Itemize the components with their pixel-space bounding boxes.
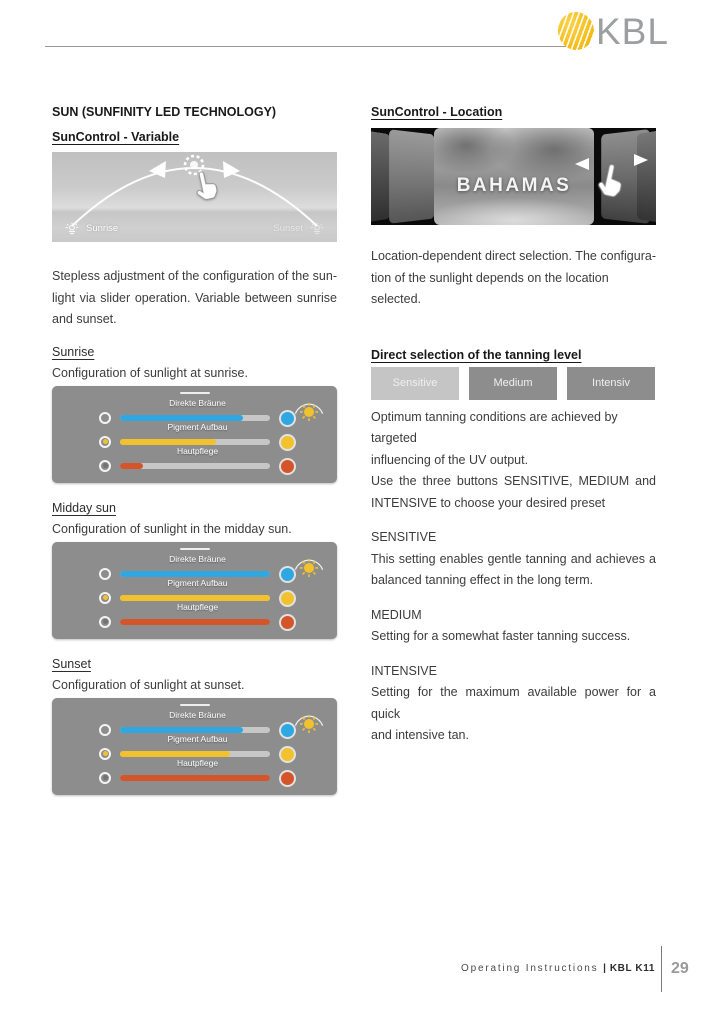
panel-drag-handle[interactable]	[180, 704, 210, 706]
panel-drag-handle[interactable]	[180, 548, 210, 550]
slider-left-dot	[99, 772, 111, 784]
section-title: SUN (SUNFINITY LED TECHNOLOGY)	[52, 105, 277, 119]
carousel-card	[371, 129, 390, 223]
slider-label: Hautpflege	[176, 757, 219, 768]
heading-sunrise: Sunrise	[52, 344, 95, 359]
sunset-label: Sunset	[273, 223, 303, 234]
paragraph-line: INTENSIVE to choose your desired preset	[371, 495, 606, 510]
slider-track[interactable]	[120, 727, 270, 733]
footer-text	[461, 963, 655, 974]
carousel-arrow-right-icon	[633, 153, 649, 167]
caption-sunset: Configuration of sunlight at sunset.	[52, 677, 245, 692]
paragraph-line: Location-dependent direct selection. The configura-	[371, 249, 656, 263]
gesture-hand-icon	[187, 165, 230, 208]
caption-sunrise: Configuration of sunlight at sunrise.	[52, 365, 248, 380]
slider-right-dot	[281, 772, 294, 785]
paragraph-line: Setting for a somewhat faster tanning success.	[371, 629, 631, 643]
sunrise-icon	[64, 222, 80, 235]
subsection-title-location: SunControl - Location	[371, 105, 503, 119]
carousel-arrow-left-icon	[574, 157, 590, 171]
slider-right-dot	[281, 460, 294, 473]
level-name: MEDIUM	[371, 607, 422, 622]
slider-label: Pigment Aufbau	[167, 733, 228, 744]
paragraph-line: Setting for the maximum available power for a quick	[371, 685, 656, 721]
paragraph-line: balanced tanning effect in the long term.	[371, 573, 594, 587]
slider-panel-sunrise	[52, 386, 337, 483]
slider-track[interactable]	[120, 595, 270, 601]
paragraph-line: influencing of the UV output.	[371, 452, 529, 467]
left-column	[52, 104, 337, 795]
header-rule	[45, 46, 578, 47]
gesture-hand-icon	[589, 158, 636, 205]
tanning-level-buttons	[371, 367, 656, 400]
slider-panel-sunset	[52, 698, 337, 795]
sunset-icon	[309, 222, 325, 235]
carousel-card	[637, 130, 656, 224]
level-sensitive-block	[371, 527, 656, 592]
slider-track[interactable]	[120, 619, 270, 625]
page-number: 29	[671, 960, 689, 977]
slider-label: Pigment Aufbau	[167, 577, 228, 588]
variable-intro-paragraph	[52, 266, 337, 331]
level-name: INTENSIVE	[371, 663, 437, 678]
paragraph-line: and sunset.	[52, 312, 117, 326]
right-column	[371, 104, 656, 747]
slider-track[interactable]	[120, 751, 270, 757]
slider-label: Direkte Bräune	[169, 709, 226, 720]
level-name: SENSITIVE	[371, 530, 437, 544]
slider-left-dot	[99, 616, 111, 628]
carousel-card	[389, 129, 434, 224]
suncontrol-location-illustration[interactable]	[371, 128, 656, 225]
slider-track[interactable]	[120, 415, 270, 421]
caption-midday-sun: Configuration of sunlight in the midday sun.	[52, 521, 292, 536]
subsection-title-variable: SunControl - Variable	[52, 130, 180, 144]
paragraph-line: Optimum tanning conditions are achieved by targeted	[371, 409, 618, 445]
footer-product-label: | KBL K11	[603, 963, 655, 974]
panel-drag-handle[interactable]	[180, 392, 210, 394]
slider-left-dot	[99, 460, 111, 472]
location-paragraph	[371, 246, 656, 311]
intensiv-button[interactable]: Intensiv	[567, 367, 655, 400]
paragraph-line: This setting enables gentle tanning and achieves a	[371, 551, 656, 566]
footer-divider	[661, 946, 662, 992]
paragraph-line: Stepless adjustment of the configuration of the sun-	[52, 269, 337, 283]
slider-label: Direkte Bräune	[169, 397, 226, 408]
slider-right-dot	[281, 616, 294, 629]
sensitive-button[interactable]: Sensitive	[371, 367, 459, 400]
sunrise-label: Sunrise	[86, 223, 119, 234]
paragraph-line: tion of the sunlight depends on the location selected.	[371, 270, 609, 306]
tanning-intro-paragraph	[371, 407, 656, 515]
location-name-label: BAHAMAS	[456, 175, 572, 196]
slider-label: Direkte Bräune	[169, 553, 226, 564]
slider-label: Hautpflege	[176, 601, 219, 612]
paragraph-line: light via slider operation. Variable between sunrise	[52, 290, 337, 305]
kbl-logo-text: KBL	[596, 10, 669, 52]
level-medium-block	[371, 605, 656, 648]
medium-button[interactable]: Medium	[469, 367, 557, 400]
heading-sunset: Sunset	[52, 656, 91, 671]
paragraph-line: and intensive tan.	[371, 728, 469, 742]
slider-label: Pigment Aufbau	[167, 421, 228, 432]
slider-track[interactable]	[120, 775, 270, 781]
slider-track[interactable]	[120, 439, 270, 445]
slider-label: Hautpflege	[176, 445, 219, 456]
heading-midday-sun: Midday sun	[52, 500, 116, 515]
slider-track[interactable]	[120, 463, 270, 469]
carousel-card-bahamas[interactable]	[434, 128, 594, 225]
suncontrol-variable-illustration[interactable]	[52, 152, 337, 242]
paragraph-line: Use the three buttons SENSITIVE, MEDIUM and	[371, 474, 656, 488]
tanning-level-title: Direct selection of the tanning level	[371, 347, 582, 362]
kbl-logo	[558, 12, 669, 50]
level-intensive-block	[371, 661, 656, 747]
slider-track[interactable]	[120, 571, 270, 577]
arc-endpoint-labels	[64, 222, 325, 235]
kbl-sun-icon	[556, 10, 597, 53]
slider-panel-midday	[52, 542, 337, 639]
footer-doc-label: Operating Instructions	[461, 963, 599, 974]
